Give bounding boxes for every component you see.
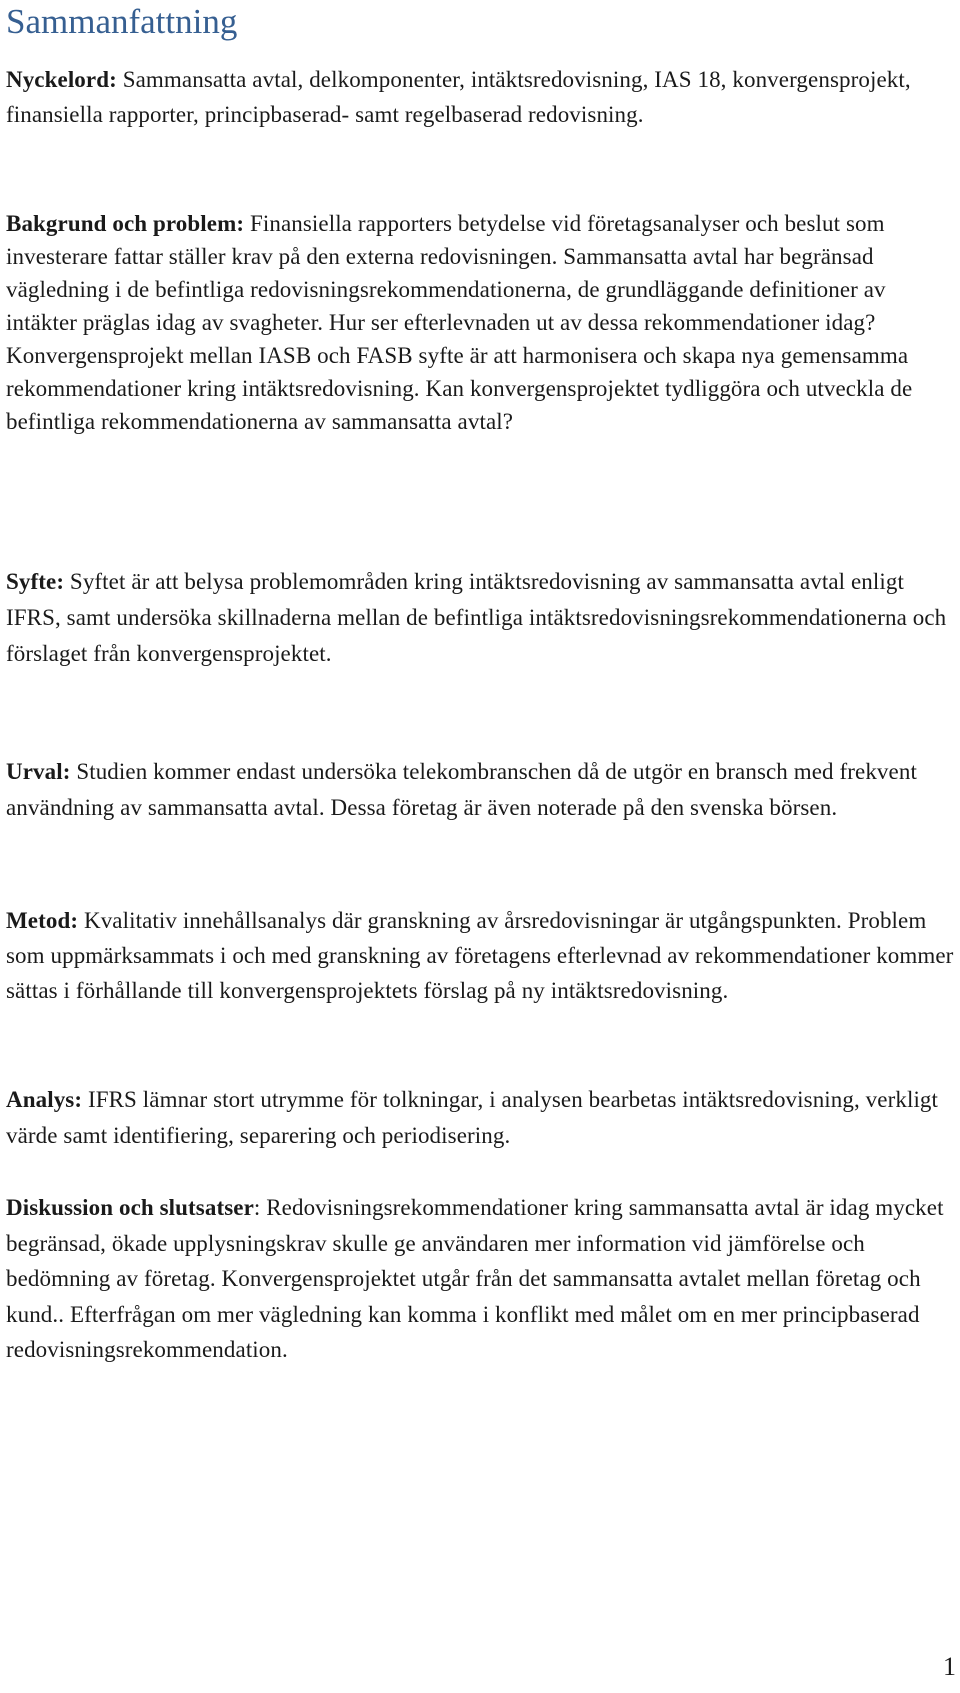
- page-number: 1: [943, 1652, 956, 1681]
- discussion-text: : Redovisningsrekommendationer kring sammansatta avtal är idag mycket begränsad, ökade upplysningskrav skulle ge användaren mer information vid jämförelse och bedömning av företag. Konvergensprojektet utgår från det sammansatta avtalet mellan företag och kund.. Efterfrågan om mer vägledning kan komma i konflikt med målet om en mer principbaserad redovisningsrekommendation.: [6, 1195, 944, 1362]
- keywords-text: Sammansatta avtal, delkomponenter, intäktsredovisning, IAS 18, konvergensprojekt, finansiella rapporter, principbaserad- samt regelbaserad redovisning.: [6, 67, 911, 127]
- method-paragraph: [6, 903, 956, 1008]
- selection-paragraph: [6, 754, 956, 826]
- keywords-label: Nyckelord:: [6, 67, 117, 92]
- method-text: Kvalitativ innehållsanalys där granskning av årsredovisningar är utgångspunkten. Problem som uppmärksammats i och med granskning av företagens efterlevnad av rekommendationer kommer sättas i förhållande till konvergensprojektets förslag på ny intäktsredovisning.: [6, 908, 954, 1003]
- analysis-paragraph: [6, 1082, 956, 1154]
- page-title: Sammanfattning: [6, 2, 238, 41]
- analysis-label: Analys:: [6, 1087, 83, 1112]
- method-label: Metod:: [6, 908, 79, 933]
- background-paragraph: [6, 207, 956, 438]
- purpose-text: Syftet är att belysa problemområden kring intäktsredovisning av sammansatta avtal enligt IFRS, samt undersöka skillnaderna mellan de befintliga intäktsredovisningsrekommendationerna och förslaget från konvergensprojektet.: [6, 569, 947, 666]
- selection-label: Urval:: [6, 759, 71, 784]
- selection-text: Studien kommer endast undersöka telekombranschen då de utgör en bransch med frekvent användning av sammansatta avtal. Dessa företag är även noterade på den svenska börsen.: [6, 759, 917, 820]
- purpose-paragraph: [6, 564, 956, 672]
- background-text: Finansiella rapporters betydelse vid företagsanalyser och beslut som investerare fattar ställer krav på den externa redovisningen. Sammansatta avtal har begränsad vägledning i de befintliga redovisningsrekommendationerna, de grundläggande definitioner av intäkter präglas idag av svagheter. Hur ser efterlevnaden ut av dessa rekommendationer idag? Konvergensprojekt mellan IASB och FASB syfte är att harmonisera och skapa nya gemensamma rekommendationer kring intäktsredovisning. Kan konvergensprojektet tydliggöra och utveckla de befintliga rekommendationerna av sammansatta avtal?: [6, 211, 913, 434]
- discussion-paragraph: [6, 1190, 956, 1368]
- background-label: Bakgrund och problem:: [6, 211, 245, 236]
- keywords-paragraph: [6, 62, 956, 132]
- analysis-text: IFRS lämnar stort utrymme för tolkningar, i analysen bearbetas intäktsredovisning, verkligt värde samt identifiering, separering och periodisering.: [6, 1087, 939, 1148]
- purpose-label: Syfte:: [6, 569, 65, 594]
- discussion-label: Diskussion och slutsatser: [6, 1195, 254, 1220]
